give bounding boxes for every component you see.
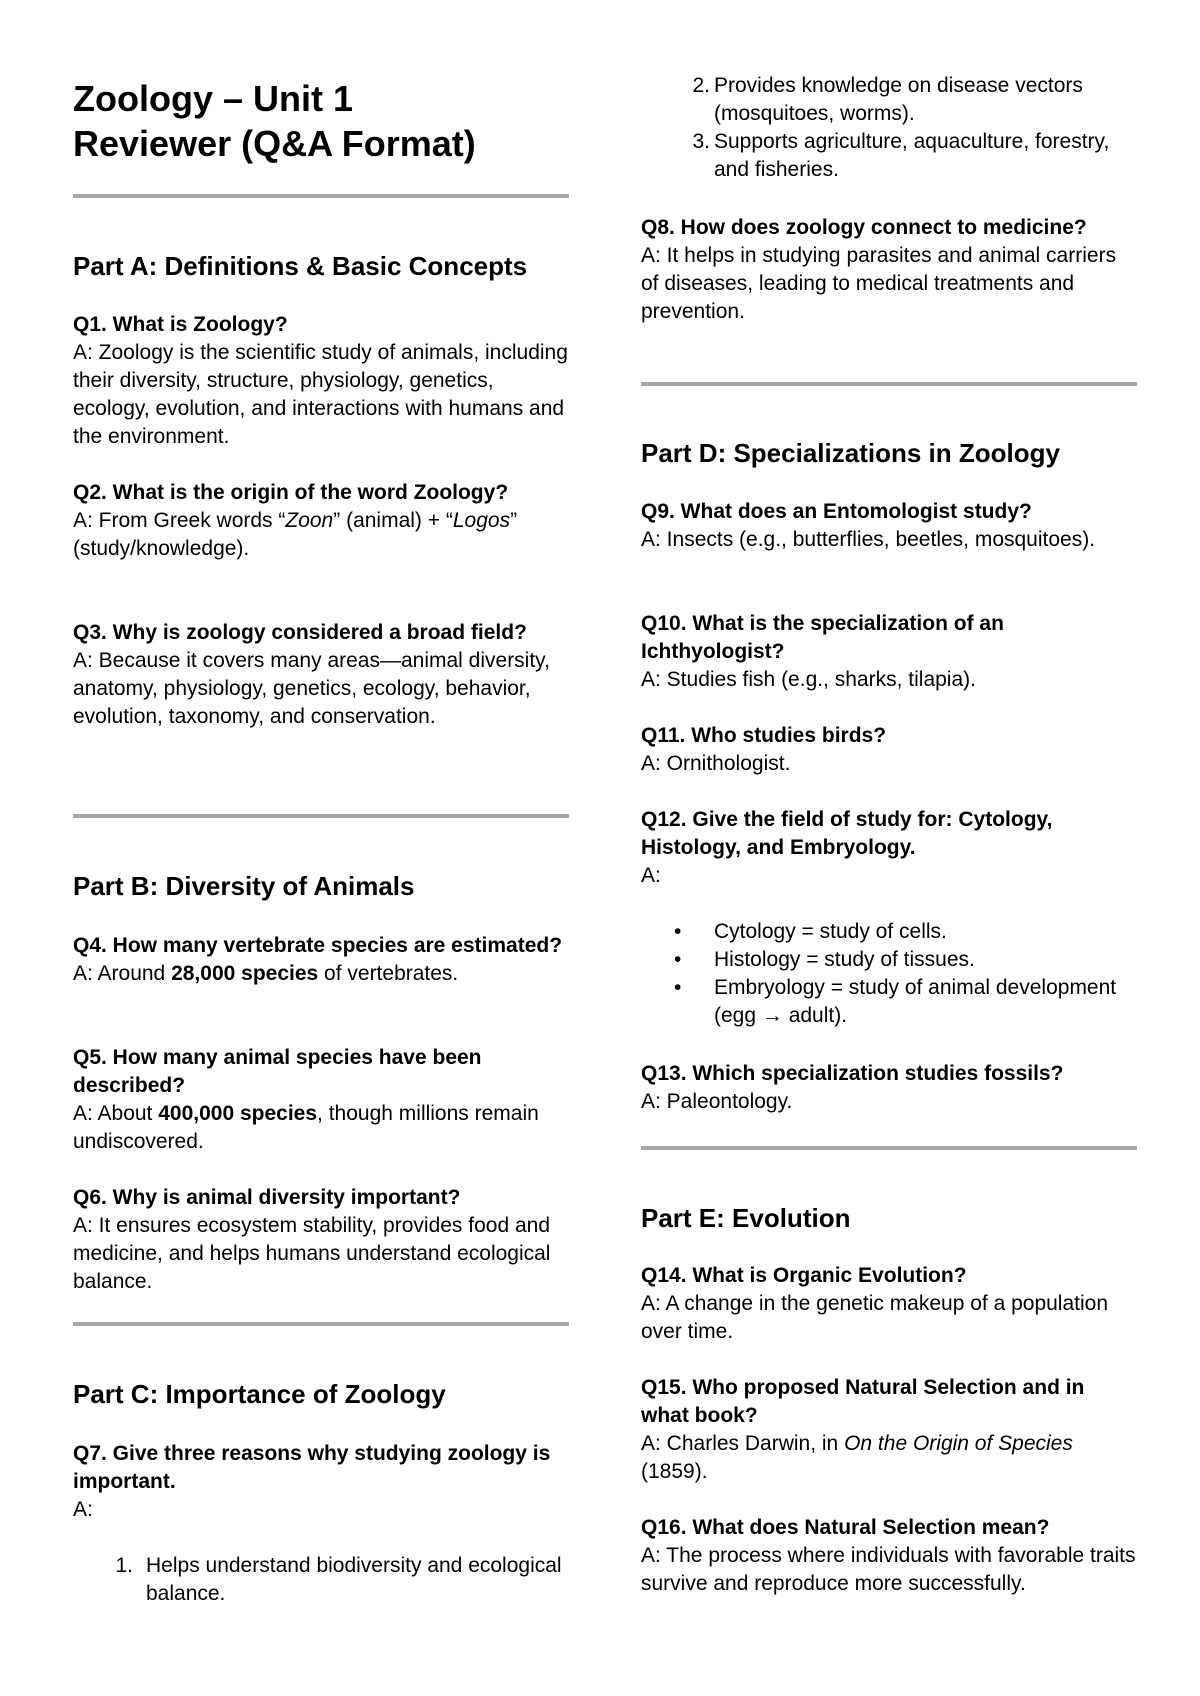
answer-text: A: Studies fish (e.g., sharks, tilapia). <box>641 668 976 691</box>
section-divider <box>641 382 1137 386</box>
answer-text <box>73 507 569 563</box>
bullet-list-item <box>641 974 1137 1030</box>
list-item-text: Embryology = study of animal development (egg → adult). <box>714 976 1117 1027</box>
page-title <box>73 76 569 166</box>
qa-q1 <box>73 311 569 451</box>
list-number: 2. <box>692 74 710 97</box>
list-item-text: Cytology = study of cells. <box>714 920 947 943</box>
answer-prefix: A: Around <box>73 962 172 985</box>
part-b-heading: Part B: Diversity of Animals <box>73 871 415 901</box>
answer-text: A: It ensures ecosystem stability, provides food and medicine, and helps humans understand ecological balance. <box>73 1214 551 1293</box>
answer-text: A: Insects (e.g., butterflies, beetles, mosquitoes). <box>641 528 1096 551</box>
qa-q6 <box>73 1184 569 1296</box>
answer-text: A: A change in the genetic makeup of a population over time. <box>641 1292 1109 1343</box>
qa-q7 <box>73 1440 569 1524</box>
question-text: Q10. What is the specialization of an Ichthyologist? <box>641 612 1004 663</box>
section-divider <box>73 194 569 198</box>
section-divider <box>73 814 569 818</box>
answer-suffix: (1859). <box>641 1460 708 1483</box>
part-a-heading: Part A: Definitions & Basic Concepts <box>73 251 528 281</box>
question-text: Q11. Who studies birds? <box>641 724 887 747</box>
answer-suffix: ” (study/knowledge). <box>73 509 518 560</box>
bullet-list-item <box>641 918 1137 946</box>
answer-text <box>73 1100 569 1156</box>
qa-q3 <box>73 619 569 731</box>
qa-q14 <box>641 1262 1137 1346</box>
qa-q2 <box>73 479 569 563</box>
bullet-icon: • <box>674 976 682 999</box>
answer-prefix: A: About <box>73 1102 159 1125</box>
list-number: 3. <box>692 130 710 153</box>
answer-highlight: 28,000 species <box>171 962 319 985</box>
answer-prefix: A: From Greek words “ <box>73 509 286 532</box>
qa-q12 <box>641 806 1137 890</box>
answer-text: A: Zoology is the scientific study of animals, including their diversity, structure, physiology, genetics, ecology, evolution, and interactions with humans and the environment. <box>73 341 568 448</box>
answer-suffix: , though millions remain undiscovered. <box>73 1102 539 1153</box>
question-text: Q15. Who proposed Natural Selection and in what book? <box>641 1376 1085 1427</box>
numbered-list-item <box>73 1552 569 1608</box>
question-text: Q8. How does zoology connect to medicine? <box>641 216 1087 239</box>
question-text: Q7. Give three reasons why studying zoology is important. <box>73 1442 551 1493</box>
question-text: Q5. How many animal species have been described? <box>73 1046 482 1097</box>
list-number: 1. <box>115 1554 133 1577</box>
qa-q15 <box>641 1374 1137 1486</box>
answer-term-zoon: Zoon <box>285 509 334 532</box>
answer-highlight: 400,000 species <box>158 1102 318 1125</box>
question-text: Q13. Which specialization studies fossils? <box>641 1062 1064 1085</box>
answer-text: A: <box>641 864 661 887</box>
question-text: Q9. What does an Entomologist study? <box>641 500 1032 523</box>
title-line-2: Reviewer (Q&A Format) <box>73 123 476 164</box>
answer-book-title: On the Origin of Species <box>844 1432 1073 1455</box>
list-item-text: Supports agriculture, aquaculture, forestry, and fisheries. <box>714 130 1110 181</box>
title-line-1: Zoology – Unit 1 <box>73 78 354 119</box>
answer-middle: ” (animal) + “ <box>333 509 453 532</box>
qa-q13 <box>641 1060 1137 1116</box>
answer-text: A: It helps in studying parasites and animal carriers of diseases, leading to medical treatments and prevention. <box>641 244 1117 323</box>
question-text: Q1. What is Zoology? <box>73 313 288 336</box>
list-item-text: Histology = study of tissues. <box>714 948 975 971</box>
list-item-text: Helps understand biodiversity and ecological balance. <box>146 1554 562 1605</box>
answer-text: A: The process where individuals with favorable traits survive and reproduce more successfully. <box>641 1544 1136 1595</box>
answer-text: A: Ornithologist. <box>641 752 791 775</box>
answer-suffix: of vertebrates. <box>318 962 459 985</box>
question-text: Q12. Give the field of study for: Cytology, Histology, and Embryology. <box>641 808 1053 859</box>
qa-q5 <box>73 1044 569 1156</box>
answer-text: A: Because it covers many areas—animal diversity, anatomy, physiology, genetics, ecology, behavior, evolution, taxonomy, and conservation. <box>73 649 550 728</box>
section-divider <box>73 1322 569 1326</box>
question-text: Q14. What is Organic Evolution? <box>641 1264 967 1287</box>
bullet-list-item <box>641 946 1137 974</box>
answer-text <box>641 1430 1137 1486</box>
qa-q9 <box>641 498 1137 554</box>
question-text: Q2. What is the origin of the word Zoology? <box>73 481 509 504</box>
qa-q10 <box>641 610 1137 694</box>
part-d-heading: Part D: Specializations in Zoology <box>641 438 1060 468</box>
bullet-icon: • <box>674 920 682 943</box>
section-divider <box>641 1146 1137 1150</box>
qa-q11 <box>641 722 1137 778</box>
part-e-heading: Part E: Evolution <box>641 1203 851 1233</box>
qa-q8 <box>641 214 1137 326</box>
qa-q4 <box>73 932 569 988</box>
question-text: Q3. Why is zoology considered a broad field? <box>73 621 527 644</box>
answer-text <box>73 960 569 988</box>
answer-text: A: Paleontology. <box>641 1090 793 1113</box>
numbered-list-item <box>641 72 1137 128</box>
answer-text: A: <box>73 1498 93 1521</box>
part-c-heading: Part C: Importance of Zoology <box>73 1379 446 1409</box>
question-text: Q4. How many vertebrate species are estimated? <box>73 934 563 957</box>
answer-term-logos: Logos <box>452 509 511 532</box>
question-text: Q6. Why is animal diversity important? <box>73 1186 461 1209</box>
question-text: Q16. What does Natural Selection mean? <box>641 1516 1050 1539</box>
list-item-text: Provides knowledge on disease vectors (mosquitoes, worms). <box>714 74 1083 125</box>
answer-prefix: A: Charles Darwin, in <box>641 1432 845 1455</box>
qa-q16 <box>641 1514 1137 1598</box>
numbered-list-item <box>641 128 1137 184</box>
bullet-icon: • <box>674 948 682 971</box>
